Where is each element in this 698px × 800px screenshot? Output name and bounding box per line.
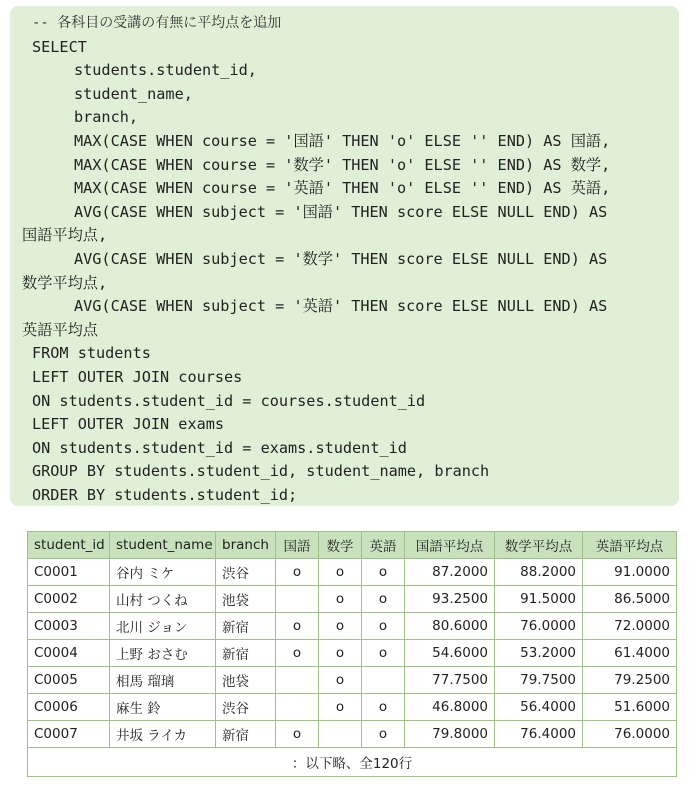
code-line: 英語平均点 bbox=[22, 320, 98, 339]
cell-student-id: C0005 bbox=[28, 667, 110, 694]
column-header-math-avg: 数学平均点 bbox=[495, 532, 583, 559]
cell-math-avg: 79.7500 bbox=[495, 667, 583, 694]
cell-japanese: o bbox=[276, 721, 319, 748]
cell-math: o bbox=[319, 667, 362, 694]
cell-branch: 新宿 bbox=[216, 613, 276, 640]
code-line: ORDER BY students.student_id; bbox=[32, 485, 298, 504]
code-line: GROUP BY students.student_id, student_name, branch bbox=[32, 462, 490, 481]
code-line: SELECT bbox=[32, 37, 87, 56]
cell-branch: 渋谷 bbox=[216, 694, 276, 721]
cell-english: o bbox=[362, 721, 405, 748]
code-line: AVG(CASE WHEN subject = '国語' THEN score ELSE NULL END) AS bbox=[74, 202, 608, 221]
code-line: MAX(CASE WHEN course = '数学' THEN 'o' ELSE '' END) AS 数学, bbox=[74, 155, 611, 174]
cell-branch: 渋谷 bbox=[216, 559, 276, 586]
cell-english: o bbox=[362, 694, 405, 721]
cell-japanese bbox=[276, 694, 319, 721]
code-line: 数学平均点, bbox=[22, 273, 108, 292]
cell-math bbox=[319, 721, 362, 748]
cell-student-id: C0002 bbox=[28, 586, 110, 613]
cell-english: o bbox=[362, 586, 405, 613]
code-comment-line: -- 各科目の受講の有無に平均点を追加 bbox=[32, 15, 282, 31]
table-row bbox=[28, 586, 677, 613]
code-line: student_name, bbox=[74, 84, 193, 103]
cell-japanese bbox=[276, 586, 319, 613]
table-row bbox=[28, 667, 677, 694]
cell-math: o bbox=[319, 559, 362, 586]
table-row bbox=[28, 559, 677, 586]
cell-student-name: 上野 おさむ bbox=[110, 640, 216, 667]
cell-english: o bbox=[362, 613, 405, 640]
cell-japanese bbox=[276, 667, 319, 694]
cell-japanese-avg: 79.8000 bbox=[405, 721, 495, 748]
cell-japanese: o bbox=[276, 559, 319, 586]
cell-english-avg: 91.0000 bbox=[583, 559, 677, 586]
cell-student-name: 山村 つくね bbox=[110, 586, 216, 613]
column-header-student-id: student_id bbox=[28, 532, 110, 559]
cell-student-id: C0007 bbox=[28, 721, 110, 748]
code-line: AVG(CASE WHEN subject = '英語' THEN score ELSE NULL END) AS bbox=[74, 297, 608, 316]
table-header-row bbox=[28, 532, 677, 559]
column-header-english-avg: 英語平均点 bbox=[583, 532, 677, 559]
cell-math: o bbox=[319, 613, 362, 640]
cell-english-avg: 76.0000 bbox=[583, 721, 677, 748]
column-header-japanese-avg: 国語平均点 bbox=[405, 532, 495, 559]
code-line: ON students.student_id = courses.student_id bbox=[32, 391, 426, 410]
code-line: ON students.student_id = exams.student_id bbox=[32, 438, 407, 457]
cell-math-avg: 53.2000 bbox=[495, 640, 583, 667]
code-line: MAX(CASE WHEN course = '英語' THEN 'o' ELSE '' END) AS 英語, bbox=[74, 179, 611, 198]
code-line: MAX(CASE WHEN course = '国語' THEN 'o' ELSE '' END) AS 国語, bbox=[74, 131, 611, 150]
cell-english-avg: 86.5000 bbox=[583, 586, 677, 613]
cell-english-avg: 51.6000 bbox=[583, 694, 677, 721]
code-line: students.student_id, bbox=[74, 61, 257, 80]
code-line: AVG(CASE WHEN subject = '数学' THEN score ELSE NULL END) AS bbox=[74, 249, 608, 268]
cell-english: o bbox=[362, 559, 405, 586]
cell-student-name: 麻生 鈴 bbox=[110, 694, 216, 721]
cell-student-id: C0004 bbox=[28, 640, 110, 667]
cell-math-avg: 91.5000 bbox=[495, 586, 583, 613]
table-row bbox=[28, 640, 677, 667]
cell-english-avg: 72.0000 bbox=[583, 613, 677, 640]
cell-english: o bbox=[362, 640, 405, 667]
cell-math: o bbox=[319, 586, 362, 613]
cell-math: o bbox=[319, 694, 362, 721]
cell-japanese-avg: 77.7500 bbox=[405, 667, 495, 694]
cell-student-id: C0006 bbox=[28, 694, 110, 721]
cell-math-avg: 56.4000 bbox=[495, 694, 583, 721]
column-header-japanese: 国語 bbox=[276, 532, 319, 559]
code-line: 国語平均点, bbox=[22, 226, 108, 245]
column-header-math: 数学 bbox=[319, 532, 362, 559]
column-header-student-name: student_name bbox=[110, 532, 216, 559]
cell-branch: 新宿 bbox=[216, 640, 276, 667]
cell-japanese-avg: 80.6000 bbox=[405, 613, 495, 640]
code-line: FROM students bbox=[32, 344, 151, 363]
code-line: LEFT OUTER JOIN courses bbox=[32, 367, 243, 386]
table-note-row bbox=[28, 748, 677, 777]
cell-branch: 池袋 bbox=[216, 667, 276, 694]
cell-student-name: 井坂 ライカ bbox=[110, 721, 216, 748]
cell-japanese: o bbox=[276, 613, 319, 640]
code-line: branch, bbox=[74, 108, 139, 127]
cell-student-id: C0001 bbox=[28, 559, 110, 586]
cell-english-avg: 79.2500 bbox=[583, 667, 677, 694]
cell-student-name: 北川 ジョン bbox=[110, 613, 216, 640]
cell-student-name: 谷内 ミケ bbox=[110, 559, 216, 586]
column-header-english: 英語 bbox=[362, 532, 405, 559]
table-row bbox=[28, 694, 677, 721]
table-note: ：以下略、全120行 bbox=[28, 748, 677, 777]
code-line: LEFT OUTER JOIN exams bbox=[32, 415, 225, 434]
cell-math-avg: 88.2000 bbox=[495, 559, 583, 586]
cell-japanese: o bbox=[276, 640, 319, 667]
cell-math: o bbox=[319, 640, 362, 667]
cell-branch: 新宿 bbox=[216, 721, 276, 748]
table-row bbox=[28, 613, 677, 640]
cell-branch: 池袋 bbox=[216, 586, 276, 613]
cell-japanese-avg: 46.8000 bbox=[405, 694, 495, 721]
table-row bbox=[28, 721, 677, 748]
cell-math-avg: 76.4000 bbox=[495, 721, 583, 748]
cell-english bbox=[362, 667, 405, 694]
cell-japanese-avg: 87.2000 bbox=[405, 559, 495, 586]
cell-student-id: C0003 bbox=[28, 613, 110, 640]
query-result-table bbox=[27, 531, 677, 777]
cell-student-name: 相馬 瑠璃 bbox=[110, 667, 216, 694]
cell-math-avg: 76.0000 bbox=[495, 613, 583, 640]
cell-english-avg: 61.4000 bbox=[583, 640, 677, 667]
cell-japanese-avg: 54.6000 bbox=[405, 640, 495, 667]
cell-japanese-avg: 93.2500 bbox=[405, 586, 495, 613]
sql-code-block bbox=[10, 6, 679, 506]
column-header-branch: branch bbox=[216, 532, 276, 559]
